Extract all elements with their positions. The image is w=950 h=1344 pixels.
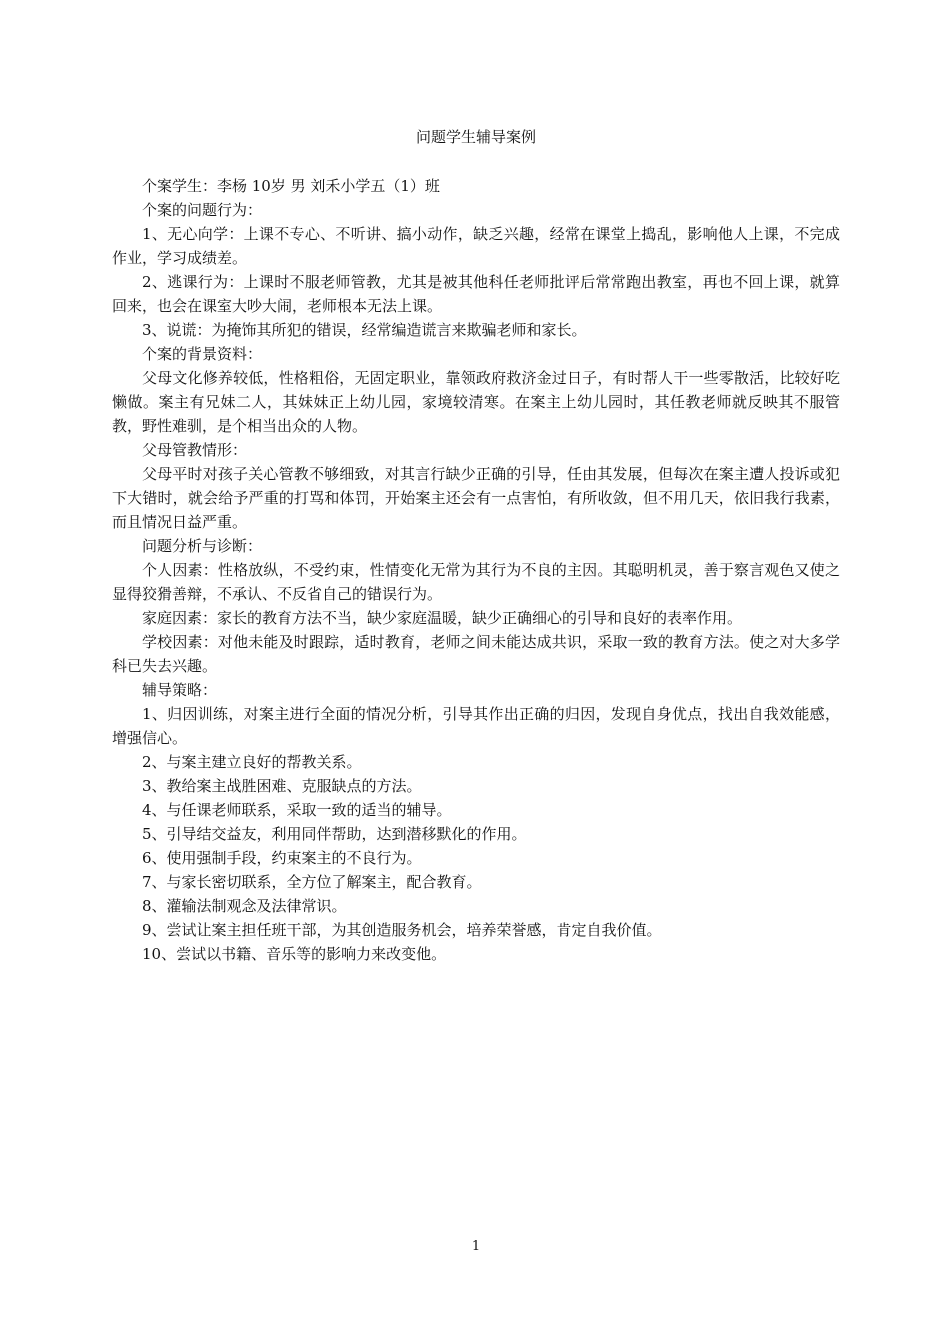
paragraph-background: 父母文化修养较低，性格粗俗，无固定职业，靠领政府救济金过日子，有时帮人干一些零散活，比较好吃懒做。案主有兄妹二人，其妹妹正上幼儿园，家境较清寒。在案主上幼儿园时，其任教老师就反映其不服管教，野性难驯，是个相当出众的人物。 [112, 369, 840, 435]
strategy-item-10: 10、尝试以书籍、音乐等的影响力来改变他。 [142, 945, 447, 963]
paragraph-behavior-3: 3、说谎：为掩饰其所犯的错误，经常编造谎言来欺骗老师和家长。 [142, 321, 587, 339]
paragraph-student-info: 个案学生：李杨 10岁 男 刘禾小学五（1）班 [142, 177, 440, 195]
paragraph-parent-discipline: 父母平时对孩子关心管教不够细致，对其言行缺少正确的引导，任由其发展，但每次在案主遭人投诉或犯下大错时，就会给予严重的打骂和体罚，开始案主还会有一点害怕，有所收敛，但不用几天，依旧我行我素，而且情况日益严重。 [112, 465, 840, 531]
page-number: 1 [471, 1239, 481, 1254]
strategy-item-9: 9、尝试让案主担任班干部，为其创造服务机会，培养荣誉感，肯定自我价值。 [142, 921, 662, 939]
heading-strategy: 辅导策略： [142, 681, 218, 699]
strategy-item-7: 7、与家长密切联系，全方位了解案主，配合教育。 [142, 873, 482, 891]
heading-background: 个案的背景资料： [142, 345, 263, 363]
heading-problem-behavior: 个案的问题行为： [142, 201, 263, 219]
strategy-item-5: 5、引导结交益友，利用同伴帮助，达到潜移默化的作用。 [142, 825, 527, 843]
document-body [112, 174, 840, 966]
heading-analysis: 问题分析与诊断： [142, 537, 263, 555]
strategy-item-6: 6、使用强制手段，约束案主的不良行为。 [142, 849, 422, 867]
document-page [112, 0, 840, 1344]
strategy-item-2: 2、与案主建立良好的帮教关系。 [142, 753, 362, 771]
paragraph-family-factor: 家庭因素：家长的教育方法不当，缺少家庭温暖，缺少正确细心的引导和良好的表率作用。 [142, 609, 743, 627]
paragraph-behavior-2: 2、逃课行为：上课时不服老师管教，尤其是被其他科任老师批评后常常跑出教室，再也不回上课，就算回来，也会在课室大吵大闹，老师根本无法上课。 [112, 273, 840, 315]
heading-parent-discipline: 父母管教情形： [142, 441, 248, 459]
document-title: 问题学生辅导案例 [415, 128, 536, 146]
strategy-item-1: 1、归因训练，对案主进行全面的情况分析，引导其作出正确的归因，发现自身优点，找出自我效能感，增强信心。 [112, 705, 840, 747]
strategy-item-3: 3、教给案主战胜困难、克服缺点的方法。 [142, 777, 422, 795]
strategy-item-4: 4、与任课老师联系，采取一致的适当的辅导。 [142, 801, 452, 819]
paragraph-personal-factor: 个人因素：性格放纵，不受约束，性情变化无常为其行为不良的主因。其聪明机灵，善于察言观色又使之显得狡猾善辩，不承认、不反省自己的错误行为。 [112, 561, 840, 603]
paragraph-behavior-1: 1、无心向学：上课不专心、不听讲、搞小动作，缺乏兴趣，经常在课堂上捣乱，影响他人上课，不完成作业，学习成绩差。 [112, 225, 840, 267]
paragraph-school-factor: 学校因素：对他未能及时跟踪，适时教育，老师之间未能达成共识，采取一致的教育方法。使之对大多学科已失去兴趣。 [112, 633, 840, 675]
strategy-item-8: 8、灌输法制观念及法律常识。 [142, 897, 347, 915]
